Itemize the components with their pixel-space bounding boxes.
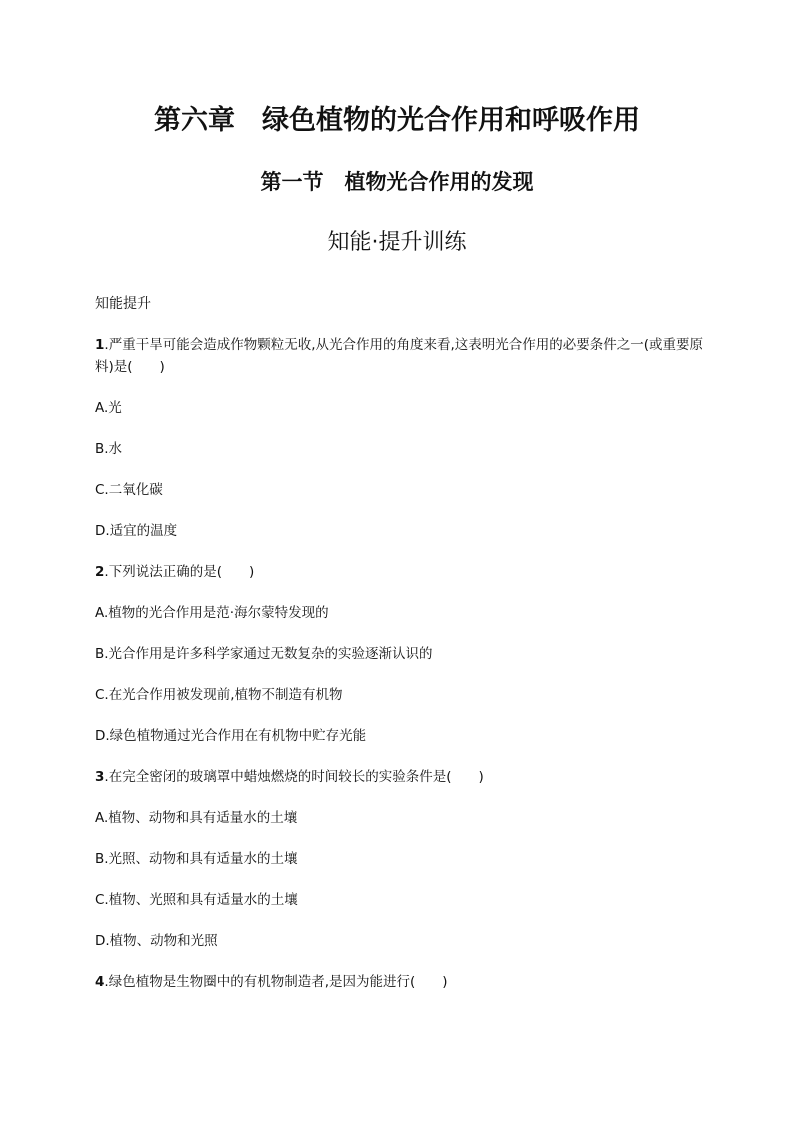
question-content — [95, 293, 705, 1012]
question-3 — [95, 766, 705, 788]
option-d[interactable]: D.适宜的温度 — [95, 523, 178, 539]
question-number: 4 — [95, 974, 105, 990]
option-c[interactable]: C.植物、光照和具有适量水的土壤 — [95, 892, 298, 908]
question-text: .在完全密闭的玻璃罩中蜡烛燃烧的时间较长的实验条件是( ) — [104, 769, 484, 785]
option-a[interactable]: A.光 — [95, 400, 122, 416]
option-a[interactable]: A.植物的光合作用是范·海尔蒙特发现的 — [95, 605, 329, 621]
question-text: .下列说法正确的是( ) — [104, 564, 255, 580]
option-b[interactable]: B.水 — [95, 441, 123, 457]
question-1 — [95, 334, 705, 378]
option-a[interactable]: A.植物、动物和具有适量水的土壤 — [95, 810, 298, 826]
option-b[interactable]: B.光照、动物和具有适量水的土壤 — [95, 851, 298, 867]
question-number: 3 — [95, 769, 105, 785]
section-title: 第一节 植物光合作用的发现 — [260, 170, 534, 194]
question-text: .绿色植物是生物圈中的有机物制造者,是因为能进行( ) — [104, 974, 448, 990]
chapter-title: 第六章 绿色植物的光合作用和呼吸作用 — [154, 105, 640, 136]
option-d[interactable]: D.绿色植物通过光合作用在有机物中贮存光能 — [95, 728, 367, 744]
question-2 — [95, 561, 705, 583]
question-text: .严重干旱可能会造成作物颗粒无收,从光合作用的角度来看,这表明光合作用的必要条件之一(或重要原料)是( ) — [95, 337, 704, 375]
section-label: 知能提升 — [95, 296, 151, 312]
sub-title: 知能·提升训练 — [327, 230, 467, 255]
question-4 — [95, 971, 705, 993]
question-number: 2 — [95, 564, 105, 580]
question-number: 1 — [95, 337, 105, 353]
option-d[interactable]: D.植物、动物和光照 — [95, 933, 218, 949]
option-c[interactable]: C.在光合作用被发现前,植物不制造有机物 — [95, 687, 343, 703]
option-c[interactable]: C.二氧化碳 — [95, 482, 163, 498]
option-b[interactable]: B.光合作用是许多科学家通过无数复杂的实验逐渐认识的 — [95, 646, 433, 662]
